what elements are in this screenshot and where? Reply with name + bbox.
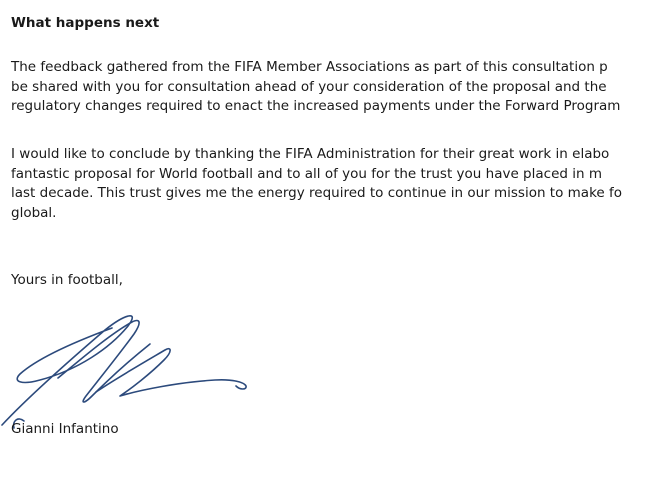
paragraph-line: fantastic proposal for World football and to all of you for the trust you have placed in m [11,165,602,182]
paragraph-line: be shared with you for consultation ahead of your consideration of the proposal and the [11,78,607,95]
section-heading: What happens next [11,15,160,31]
paragraph-conclusion [11,145,622,223]
paragraph-line: last decade. This trust gives me the energy required to continue in our mission to make fo [11,185,623,201]
signer-name: Gianni Infantino [11,421,119,437]
paragraph-line: I would like to conclude by thanking the FIFA Administration for their great work in elabo [11,146,610,162]
handwritten-signature-icon [0,300,260,440]
paragraph-line: global. [11,204,57,221]
paragraph-feedback [11,58,620,117]
paragraph-line: regulatory changes required to enact the increased payments under the Forward Program [11,98,621,114]
closing-salutation: Yours in football, [11,272,123,288]
paragraph-line: The feedback gathered from the FIFA Member Associations as part of this consultation p [11,59,608,75]
